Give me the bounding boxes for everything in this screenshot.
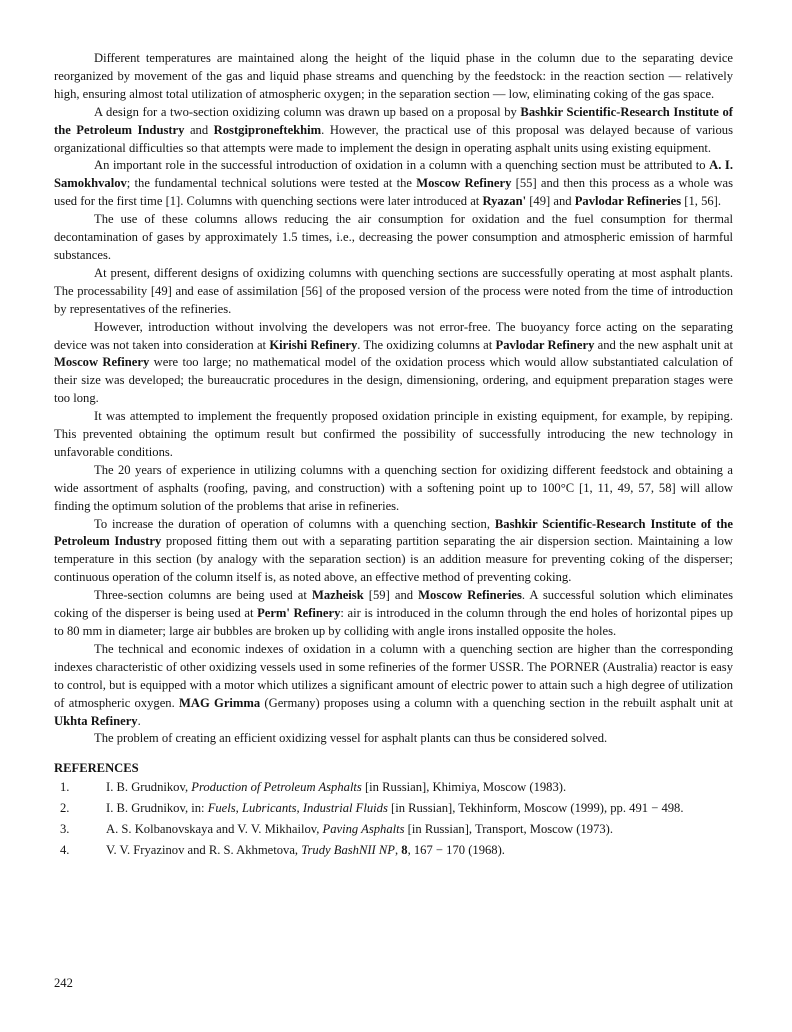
paragraph <box>54 408 733 462</box>
bold-name: Bashkir Scientific-Research Institute of the Petroleum Industry <box>54 516 733 549</box>
paragraph <box>54 730 733 748</box>
article-text <box>54 50 733 748</box>
reference-run: [in Russian], Khimiya, Moscow (1983). <box>361 780 567 795</box>
text-run: . However, the practical use of this proposal was delayed because of various organizational difficulties so that attempts were made to implement the design in operating asphalt units using existing equipment. <box>54 122 734 155</box>
text-run: The problem of creating an efficient oxidizing vessel for asphalt plants can thus be considered solved. <box>94 731 608 746</box>
reference-text <box>106 779 733 797</box>
text-run: The technical and economic indexes of oxidation in a column with a quenching section are higher than the corresponding indexes characteristic of other oxidizing vessels used in some refineries of the former USSR. The PORNER (Australia) reactor is easy to control, but is equipped with a motor which utilizes a significant amount of electric power to attain such a high degree of utilization of atmospheric oxygen. <box>54 641 733 710</box>
reference-number: 3. <box>60 822 70 837</box>
reference-text <box>106 842 733 860</box>
bold-name: MAG Grimma <box>179 695 261 710</box>
text-run: [49] and <box>526 194 575 209</box>
bold-name: Kirishi Refinery <box>269 337 358 352</box>
text-run: A design for a two-section oxidizing column was drawn up based on a proposal by <box>94 104 521 119</box>
paragraph <box>54 462 733 516</box>
text-run: To increase the duration of operation of columns with a quenching section, <box>94 516 495 531</box>
text-run: At present, different designs of oxidizing columns with quenching sections are successfully operating at most asphalt plants. The processability [49] and ease of assimilation [56] of the proposed version of the process were noted from the time of introduction by representatives of the refineries. <box>54 265 733 316</box>
paragraph <box>54 516 733 588</box>
text-run: [1, 56]. <box>681 194 722 209</box>
bold-name: Pavlodar Refinery <box>495 337 595 352</box>
paragraph <box>54 265 733 319</box>
text-run: . The oxidizing columns at <box>357 337 496 352</box>
text-run: It was attempted to implement the frequently proposed oxidation principle in existing equipment, for example, by repiping. This prevented obtaining the optimum result but confirmed the possibility of successfully introducing the new technology in unfavorable conditions. <box>54 409 733 459</box>
text-run: The 20 years of experience in utilizing columns with a quenching section for oxidizing different feedstock and obtaining a wide assortment of asphalts (roofing, paving, and construction) with a softening point up to 100°C [1, 11, 49, 57, 58] will allow finding the optimum solution of the problems that arise in refineries. <box>54 462 733 513</box>
text-run: Three-section columns are being used at <box>94 588 312 603</box>
paragraph <box>54 157 733 211</box>
reference-run: A. S. Kolbanovskaya and V. V. Mikhailov, <box>106 822 323 837</box>
reference-run: V. V. Fryazinov and R. S. Akhmetova, <box>106 842 302 857</box>
bold-name: Mazheisk <box>311 588 364 603</box>
paragraph <box>54 641 733 731</box>
reference-run: , 167 − 170 (1968). <box>407 842 505 857</box>
reference-item <box>54 842 733 860</box>
text-run: . A successful solution which eliminates coking of the disperser is being used at <box>54 588 733 621</box>
bold-name: Rostgiproneftekhim <box>213 122 322 137</box>
bold-name: Perm' Refinery <box>257 606 341 621</box>
references-list <box>54 779 733 860</box>
text-run: . <box>137 713 141 728</box>
text-run: proposed fitting them out with a separating partition separating the air dispersion section. Maintaining a low temperature in this section (by analogy with the separation section) is an addition measure for preventing coking of the disperser; continuous operation of the column itself is, as noted above, an effective method of preventing coking. <box>54 534 733 585</box>
paragraph <box>54 104 733 158</box>
text-run: and the new asphalt unit at <box>594 337 733 352</box>
reference-text <box>106 800 733 818</box>
reference-item <box>54 821 733 839</box>
paragraph <box>54 319 733 409</box>
page-body <box>54 50 733 863</box>
reference-number: 2. <box>60 801 70 816</box>
text-run: [59] and <box>363 588 419 603</box>
reference-run: I. B. Grudnikov, <box>106 780 192 795</box>
reference-text <box>106 821 733 839</box>
reference-run: I. B. Grudnikov, in: <box>106 801 208 816</box>
bold-name: Moscow Refinery <box>54 355 150 370</box>
reference-title: Production of Petroleum Asphalts <box>191 780 362 795</box>
bold-name: Moscow Refineries <box>418 588 522 603</box>
text-run: were too large; no mathematical model of the oxidation process which would allow substantiated calculation of their size was developed; the bureaucratic procedures in the design, dimensioning, ordering, and equipment preparation stages were too long. <box>54 355 733 406</box>
bold-name: Moscow Refinery <box>416 176 512 191</box>
text-run: The use of these columns allows reducing the air consumption for oxidation and the fuel consumption for thermal decontamination of gases by approximately 1.5 times, i.e., decreasing the power consumption and atmospheric emission of harmful substances. <box>54 212 733 262</box>
reference-title: Fuels, Lubricants, Industrial Fluids <box>207 801 388 816</box>
text-run: However, introduction without involving the developers was not error-free. The buoyancy force acting on the separating device was not taken into consideration at <box>54 319 733 352</box>
reference-title: Trudy BashNII NP <box>301 842 395 857</box>
text-run: and <box>184 122 214 137</box>
paragraph <box>54 50 733 104</box>
text-run: Different temperatures are maintained along the height of the liquid phase in the column due to the separating device reorganized by movement of the gas and liquid phase streams and quenching by the feedstock: in the reaction section — relatively high, ensuring almost total utilization of atmospheric oxygen; in the separation section — low, eliminating coking of the gas space. <box>54 51 733 101</box>
paragraph <box>54 211 733 265</box>
reference-run: [in Russian], Tekhinform, Moscow (1999), pp. 491 − 498. <box>387 801 684 816</box>
references-heading: REFERENCES <box>54 761 139 776</box>
reference-volume: 8 <box>401 842 408 857</box>
reference-number: 4. <box>60 842 70 857</box>
bold-name: Ukhta Refinery <box>54 713 138 728</box>
bold-name: Pavlodar Refineries <box>574 194 682 209</box>
text-run: (Germany) proposes using a column with a quenching section in the rebuilt asphalt unit at <box>260 695 734 710</box>
reference-item <box>54 800 733 818</box>
page-number: 242 <box>54 976 73 990</box>
text-run: : air is introduced in the column through the end holes of horizontal pipes up to 80 mm in diameter; large air bubbles are broken up by colliding with angle irons installed opposite the holes. <box>54 606 734 638</box>
bold-name: A. I. Samokhvalov <box>54 158 733 191</box>
reference-run: , <box>394 842 402 857</box>
paragraph <box>54 587 733 641</box>
reference-item <box>54 779 733 797</box>
bold-name: Ryazan' <box>482 194 527 209</box>
reference-title: Paving Asphalts <box>322 822 405 837</box>
reference-run: [in Russian], Transport, Moscow (1973). <box>404 822 614 837</box>
bold-name: Bashkir Scientific-Research Institute of the Petroleum Industry <box>54 104 733 137</box>
text-run: [55] and then this process as a whole was used for the first time [1]. Columns with quenching sections were later introduced at <box>54 176 733 209</box>
reference-number: 1. <box>60 780 70 795</box>
text-run: An important role in the successful introduction of oxidation in a column with a quenching section must be attributed to <box>94 158 710 173</box>
text-run: ; the fundamental technical solutions were tested at the <box>126 176 417 191</box>
